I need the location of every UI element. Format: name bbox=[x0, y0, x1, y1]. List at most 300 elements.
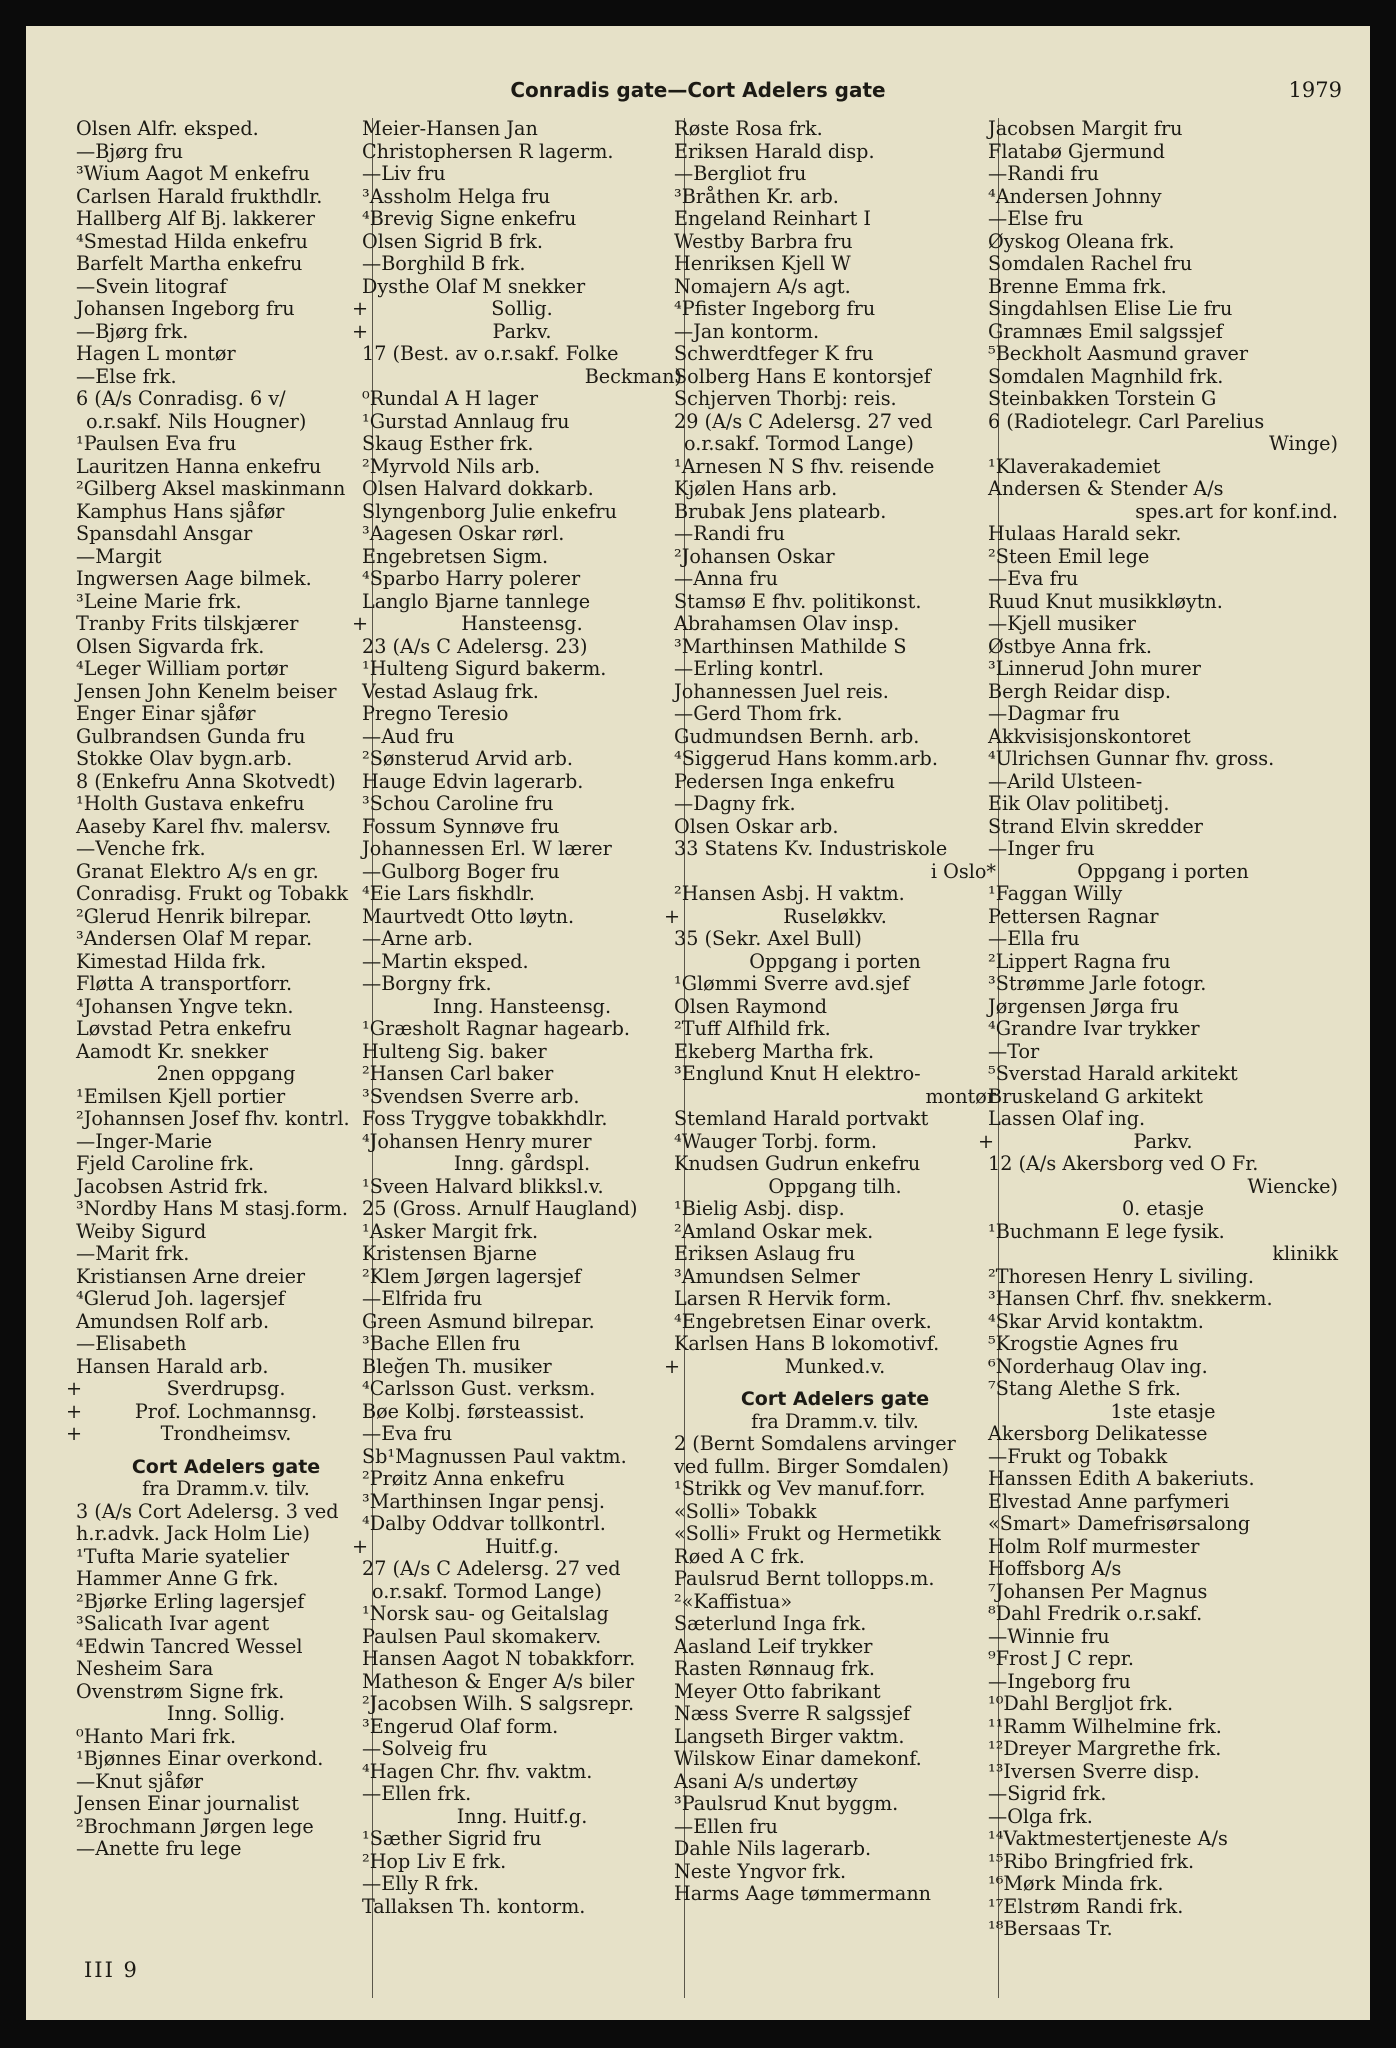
directory-entry: Aamodt Kr. snekker bbox=[76, 1039, 269, 1063]
directory-entry: ⁴Eie Lars fiskhdlr. bbox=[362, 882, 535, 905]
directory-entry: ¹⁰Dahl Bergljot frk. bbox=[988, 1692, 1174, 1715]
directory-entry: ¹³Iversen Sverre disp. bbox=[988, 1759, 1200, 1783]
directory-entry: Neste Yngvor frk. bbox=[674, 1859, 847, 1883]
directory-entry: ³Wium Aagot M enkefru bbox=[76, 162, 310, 185]
directory-entry: Pregno Teresio bbox=[362, 702, 509, 725]
directory-entry: Beckman) bbox=[584, 364, 682, 388]
directory-entry: Kamphus Hans sjåfør bbox=[76, 499, 285, 523]
directory-entry: Oppgang tilh. bbox=[768, 1174, 902, 1198]
directory-entry: + Ruseløkkv. bbox=[664, 904, 887, 928]
directory-entry: Hagen L montør bbox=[76, 342, 236, 365]
directory-entry: Jensen Einar journalist bbox=[76, 1792, 299, 1815]
directory-entry: Singdahlsen Elise Lie fru bbox=[988, 297, 1233, 320]
directory-entry: Nesheim Sara bbox=[76, 1657, 214, 1680]
directory-entry: ¹Bielig Asbj. disp. bbox=[674, 1197, 845, 1220]
directory-entry: Olsen Sigvarda frk. bbox=[76, 634, 265, 658]
directory-entry: —Inger-Marie bbox=[76, 1129, 213, 1153]
directory-entry: Engeland Reinhart I bbox=[674, 207, 871, 230]
directory-entry: Inng. Sollig. bbox=[166, 1702, 286, 1725]
directory-entry: Meyer Otto fabrikant bbox=[674, 1679, 881, 1703]
directory-entry: ³Svendsen Sverre arb. bbox=[362, 1084, 580, 1108]
directory-entry: montør bbox=[925, 1084, 996, 1108]
directory-entry: —Ingeborg fru bbox=[988, 1669, 1131, 1693]
directory-entry: Jørgensen Jørga fru bbox=[988, 994, 1179, 1018]
directory-entry: —Inger fru bbox=[988, 837, 1095, 860]
directory-entry: 2nen oppgang bbox=[156, 1062, 296, 1085]
directory-entry: —Else frk. bbox=[76, 364, 177, 388]
directory-entry: Stemland Harald portvakt bbox=[674, 1107, 929, 1130]
directory-entry: Fjeld Caroline frk. bbox=[76, 1152, 255, 1175]
directory-entry: Stamsø E fhv. politikonst. bbox=[674, 589, 922, 613]
directory-entry: —Bjørg frk. bbox=[76, 319, 189, 343]
directory-entry: Enger Einar sjåfør bbox=[76, 702, 256, 725]
directory-entry: ⁴Smestad Hilda enkefru bbox=[76, 229, 308, 253]
directory-entry: ²Johannsen Josef fhv. kontrl. bbox=[76, 1107, 350, 1130]
directory-entry: Cort Adelers gate bbox=[740, 1388, 930, 1410]
directory-entry: ²Amland Oskar mek. bbox=[674, 1219, 874, 1243]
directory-entry: 33 Statens Kv. Industriskole bbox=[674, 837, 948, 860]
directory-entry: —Elisabeth bbox=[76, 1332, 187, 1355]
directory-entry: Jensen John Kenelm beiser bbox=[76, 679, 337, 703]
column-3 bbox=[664, 117, 996, 1906]
directory-entry: ⁴Dalby Oddvar tollkontrl. bbox=[362, 1512, 606, 1535]
directory-page bbox=[26, 26, 1370, 2020]
directory-entry: ⁸Dahl Fredrik o.r.sakf. bbox=[988, 1602, 1203, 1625]
directory-entry: ¹Asker Margit frk. bbox=[362, 1219, 539, 1243]
cross-street-label: Hansteensg. bbox=[461, 612, 583, 635]
directory-entry: 6 (Radiotelegr. Carl Parelius bbox=[988, 409, 1265, 433]
directory-entry: ³Marthinsen Mathilde S bbox=[674, 634, 907, 658]
directory-entry: ¹Emilsen Kjell portier bbox=[76, 1084, 286, 1108]
directory-entry: —Ella fru bbox=[988, 927, 1080, 950]
directory-entry: o.r.sakf. Nils Hougner) bbox=[86, 409, 307, 433]
directory-entry: Granat Elektro A/s en gr. bbox=[76, 859, 319, 883]
directory-entry: —Kjell musiker bbox=[988, 612, 1136, 635]
directory-entry: Tranby Frits tilskjærer bbox=[76, 612, 299, 635]
directory-entry: Eik Olav politibetj. bbox=[988, 792, 1170, 815]
directory-entry: ¹Græsholt Ragnar hagearb. bbox=[362, 1017, 631, 1040]
directory-entry: Inng. Huitf.g. bbox=[456, 1804, 588, 1828]
cross-street-label: Parkv. bbox=[492, 319, 552, 343]
directory-entry: Eriksen Aslaug fru bbox=[674, 1242, 856, 1265]
directory-entry: —Arild Ulsteen- bbox=[988, 769, 1143, 793]
directory-entry: ³Bache Ellen fru bbox=[362, 1332, 521, 1355]
directory-entry: ¹²Dreyer Margrethe frk. bbox=[988, 1737, 1222, 1760]
directory-entry: ²Johansen Oskar bbox=[674, 544, 835, 568]
directory-entry: + Prof. Lochmannsg. bbox=[66, 1399, 318, 1423]
directory-entry: ¹Paulsen Eva fru bbox=[76, 432, 237, 455]
directory-entry: ³Amundsen Selmer bbox=[674, 1264, 860, 1288]
directory-entry: —Erling kontrl. bbox=[674, 657, 825, 680]
directory-entry: Brubak Jens platearb. bbox=[674, 499, 887, 523]
directory-entry: Næss Sverre R salgssjef bbox=[674, 1702, 911, 1725]
directory-entry: + Sollig. bbox=[352, 297, 553, 320]
directory-entry: —Jan kontorm. bbox=[674, 319, 820, 343]
directory-entry: 1ste etasje bbox=[1110, 1399, 1216, 1423]
directory-entry: ²Thoresen Henry L siviling. bbox=[988, 1264, 1254, 1288]
directory-entry: Ingwersen Aage bilmek. bbox=[76, 567, 312, 590]
directory-entry: Inng. Hansteensg. bbox=[432, 994, 612, 1018]
cross-street-label: Prof. Lochmannsg. bbox=[134, 1399, 318, 1423]
directory-entry: Olsen Oskar arb. bbox=[674, 814, 839, 838]
directory-entry: + Munked.v. bbox=[664, 1354, 886, 1378]
directory-entry: Solberg Hans E kontorsjef bbox=[674, 364, 931, 388]
directory-entry: Lassen Olaf ing. bbox=[988, 1107, 1146, 1130]
directory-entry: ⁰Hanto Mari frk. bbox=[76, 1724, 237, 1748]
directory-entry: 0. etasje bbox=[1121, 1197, 1205, 1220]
directory-entry: —Anette fru lege bbox=[76, 1837, 242, 1860]
directory-entry: Hauge Edvin lagerarb. bbox=[362, 769, 584, 793]
directory-entry: Schjerven Thorbj: reis. bbox=[674, 387, 897, 410]
directory-entry: ³Strømme Jarle fotogr. bbox=[988, 972, 1207, 995]
directory-entry: —Margit bbox=[76, 544, 162, 568]
directory-entry: ²«Kaffistua» bbox=[674, 1589, 793, 1613]
directory-entry: Paulsen Paul skomakerv. bbox=[362, 1624, 602, 1648]
directory-entry: spes.art for konf.ind. bbox=[1135, 499, 1338, 523]
directory-entry: ²Brochmann Jørgen lege bbox=[76, 1814, 314, 1838]
directory-entry: ⁴Edwin Tancred Wessel bbox=[76, 1634, 303, 1658]
directory-entry: ¹Norsk sau- og Geitalslag bbox=[362, 1602, 609, 1625]
directory-entry: Rasten Rønnaug frk. bbox=[674, 1657, 875, 1680]
directory-entry: + Sverdrupsg. bbox=[66, 1377, 286, 1400]
directory-entry: ²Steen Emil lege bbox=[988, 544, 1150, 568]
directory-entry: ⁴Hagen Chr. fhv. vaktm. bbox=[362, 1759, 593, 1783]
cross-street-label: Munked.v. bbox=[784, 1354, 886, 1378]
directory-entry: 6 (A/s Conradisg. 6 v/ bbox=[76, 387, 286, 410]
directory-entry: Pedersen Inga enkefru bbox=[674, 769, 895, 793]
cross-street-label: Sverdrupsg. bbox=[166, 1377, 286, 1400]
directory-entry: Knudsen Gudrun enkefru bbox=[674, 1152, 921, 1175]
directory-entry: + Huitf.g. bbox=[352, 1534, 559, 1558]
column-4 bbox=[978, 117, 1338, 1941]
column-1 bbox=[66, 117, 376, 1861]
directory-entry: 17 (Best. av o.r.sakf. Folke bbox=[362, 342, 619, 365]
directory-entry: klinikk bbox=[1272, 1242, 1338, 1265]
directory-entry: Oppgang i porten bbox=[1077, 859, 1249, 883]
directory-entry: Aaseby Karel fhv. malersv. bbox=[76, 814, 332, 838]
directory-entry: —Gulborg Boger fru bbox=[362, 859, 560, 883]
directory-entry: —Bjørg fru bbox=[76, 139, 183, 163]
directory-entry: Tallaksen Th. kontorm. bbox=[362, 1894, 586, 1918]
directory-entry: ³Linnerud John murer bbox=[988, 657, 1201, 680]
directory-entry: ⁴Glerud Joh. lagersjef bbox=[76, 1287, 285, 1310]
directory-entry: ¹Strikk og Vev manuf.forr. bbox=[674, 1477, 926, 1500]
directory-entry: —Eva fru bbox=[988, 567, 1079, 590]
directory-entry: Røste Rosa frk. bbox=[674, 117, 823, 140]
directory-entry: Oppgang i porten bbox=[749, 949, 921, 973]
directory-entry: Dahle Nils lagerarb. bbox=[674, 1837, 872, 1860]
directory-entry: ³Hansen Chrf. fhv. snekkerm. bbox=[988, 1287, 1273, 1310]
directory-entry: Sæterlund Inga frk. bbox=[674, 1612, 867, 1635]
directory-entry: Brenne Emma frk. bbox=[988, 274, 1167, 298]
directory-entry: Gudmundsen Bernh. arb. bbox=[674, 724, 920, 748]
directory-entry: Schwerdtfeger K fru bbox=[674, 342, 874, 365]
directory-entry: —Elfrida fru bbox=[362, 1287, 483, 1310]
page-number: 1979 bbox=[1288, 78, 1342, 102]
directory-entry: Hulaas Harald sekr. bbox=[988, 522, 1182, 545]
directory-entry: Inng. gårdspl. bbox=[453, 1152, 591, 1175]
directory-entry: ⁴Wauger Torbj. form. bbox=[674, 1129, 878, 1153]
directory-entry: —Svein litograf bbox=[76, 274, 227, 298]
directory-entry: —Randi fru bbox=[674, 522, 786, 545]
directory-entry: Gulbrandsen Gunda fru bbox=[76, 724, 306, 748]
directory-entry: —Gerd Thom frk. bbox=[674, 702, 843, 725]
directory-entry: ³Paulsrud Knut byggm. bbox=[674, 1792, 899, 1815]
directory-entry: —Liv fru bbox=[362, 162, 446, 185]
directory-entry: Paulsrud Bernt tollopps.m. bbox=[674, 1567, 935, 1590]
directory-entry: Fløtta A transportforr. bbox=[76, 972, 293, 995]
directory-entry: ¹Klaverakademiet bbox=[988, 454, 1161, 478]
directory-entry: Hansen Aagot N tobakkforr. bbox=[362, 1647, 636, 1670]
directory-entry: ²Bjørke Erling lagersjef bbox=[76, 1589, 305, 1613]
directory-entry: ²Myrvold Nils arb. bbox=[362, 454, 541, 478]
directory-entry: 8 (Enkefru Anna Skotvedt) bbox=[76, 769, 336, 793]
directory-entry: Nomajern A/s agt. bbox=[674, 274, 851, 298]
directory-entry: —Else fru bbox=[988, 207, 1084, 230]
directory-entry: ²Gilberg Aksel maskinmann bbox=[76, 477, 346, 500]
cross-street-label: Ruseløkkv. bbox=[783, 904, 887, 928]
directory-entry: 25 (Gross. Arnulf Haugland) bbox=[362, 1197, 638, 1220]
directory-entry: —Arne arb. bbox=[362, 927, 474, 950]
directory-entry: + Parkv. bbox=[352, 319, 552, 343]
directory-entry: h.r.advk. Jack Holm Lie) bbox=[76, 1522, 311, 1545]
directory-entry: Barfelt Martha enkefru bbox=[76, 252, 303, 275]
directory-entry: Conradisg. Frukt og Tobakk bbox=[76, 882, 348, 905]
directory-entry: ¹¹Ramm Wilhelmine frk. bbox=[988, 1714, 1222, 1738]
directory-entry: Carlsen Harald frukthdlr. bbox=[76, 184, 323, 208]
directory-entry: ²Hansen Carl baker bbox=[362, 1062, 554, 1085]
directory-entry: ²Prøitz Anna enkefru bbox=[362, 1467, 565, 1490]
directory-entry: Olsen Sigrid B frk. bbox=[362, 229, 543, 253]
directory-entry: Skaug Esther frk. bbox=[362, 432, 534, 455]
directory-entry: Steinbakken Torstein G bbox=[988, 387, 1217, 410]
directory-entry: Kimestad Hilda frk. bbox=[76, 949, 267, 973]
directory-entry: 2 (Bernt Somdalens arvinger bbox=[674, 1432, 956, 1455]
directory-entry: Hanssen Edith A bakeriuts. bbox=[988, 1467, 1255, 1490]
directory-entry: ²Tuff Alfhild frk. bbox=[674, 1017, 831, 1040]
directory-entry: Wilskow Einar damekonf. bbox=[674, 1747, 922, 1770]
directory-entry: Abrahamsen Olav insp. bbox=[674, 612, 900, 635]
directory-entry: Aasland Leif trykker bbox=[674, 1634, 873, 1658]
directory-entry: ¹⁸Bersaas Tr. bbox=[988, 1917, 1113, 1940]
directory-entry: ³Nordby Hans M stasj.form. bbox=[76, 1197, 348, 1220]
directory-entry: Hoffsborg A/s bbox=[988, 1557, 1122, 1580]
directory-entry: ¹Glømmi Sverre avd.sjef bbox=[674, 972, 910, 995]
directory-entry: ²Glerud Henrik bilrepar. bbox=[76, 904, 312, 928]
directory-entry: Akersborg Delikatesse bbox=[988, 1422, 1208, 1445]
directory-entry: Westby Barbra fru bbox=[674, 229, 853, 253]
directory-entry: Weiby Sigurd bbox=[76, 1219, 207, 1243]
directory-entry: Bleğen Th. musiker bbox=[362, 1354, 552, 1378]
directory-entry: —Tor bbox=[988, 1039, 1040, 1063]
directory-entry: Ekeberg Martha frk. bbox=[674, 1039, 875, 1063]
directory-entry: Bøe Kolbj. førsteassist. bbox=[362, 1399, 585, 1423]
directory-entry: Olsen Halvard dokkarb. bbox=[362, 477, 594, 500]
directory-entry: ⁴Siggerud Hans komm.arb. bbox=[674, 747, 938, 770]
directory-entry: «Solli» Frukt og Hermetikk bbox=[674, 1522, 941, 1545]
directory-entry: Gramnæs Emil salgssjef bbox=[988, 319, 1223, 343]
directory-entry: o.r.sakf. Tormod Lange) bbox=[372, 1579, 602, 1603]
directory-entry: 35 (Sekr. Axel Bull) bbox=[674, 927, 862, 950]
directory-entry: ²Sønsterud Arvid arb. bbox=[362, 747, 573, 770]
directory-entry: ¹⁶Mørk Minda frk. bbox=[988, 1872, 1164, 1895]
directory-entry: —Eva fru bbox=[362, 1422, 453, 1445]
directory-entry: Matheson & Enger A/s biler bbox=[362, 1669, 635, 1693]
directory-entry: Hulteng Sig. baker bbox=[362, 1039, 547, 1063]
column-2 bbox=[352, 117, 682, 1918]
directory-entry: i Oslo* bbox=[930, 859, 996, 883]
directory-entry: Bergh Reidar disp. bbox=[988, 679, 1171, 703]
page-footer: III 9 bbox=[84, 1958, 139, 1982]
directory-entry: ³Salicath Ivar agent bbox=[76, 1612, 270, 1635]
directory-entry: Kristiansen Arne dreier bbox=[76, 1264, 306, 1288]
directory-entry: ¹Sæther Sigrid fru bbox=[362, 1827, 542, 1850]
directory-entry: —Marit frk. bbox=[76, 1242, 190, 1265]
directory-entry: ⁵Beckholt Aasmund graver bbox=[988, 342, 1249, 365]
directory-entry: Elvestad Anne parfymeri bbox=[988, 1489, 1230, 1513]
directory-entry: Stokke Olav bygn.arb. bbox=[76, 747, 293, 770]
directory-entry: Ovenstrøm Signe frk. bbox=[76, 1679, 285, 1703]
directory-entry: ⁴Grandre Ivar trykker bbox=[988, 1017, 1200, 1040]
directory-entry: ¹Hulteng Sigurd bakerm. bbox=[362, 657, 607, 680]
directory-entry: —Borghild B frk. bbox=[362, 252, 526, 275]
directory-entry: ³Englund Knut H elektro- bbox=[674, 1062, 921, 1085]
directory-entry: ²Lippert Ragna fru bbox=[988, 949, 1171, 973]
directory-entry: ⁷Stang Alethe S frk. bbox=[988, 1377, 1181, 1400]
directory-entry: ³Leine Marie frk. bbox=[76, 589, 242, 613]
directory-entry: —Dagmar fru bbox=[988, 702, 1120, 725]
directory-entry: ²Jacobsen Wilh. S salgsrepr. bbox=[362, 1692, 635, 1715]
directory-entry: Olsen Raymond bbox=[674, 994, 828, 1018]
directory-entry: Røed A C frk. bbox=[674, 1544, 805, 1568]
directory-entry: Strand Elvin skredder bbox=[988, 814, 1203, 838]
directory-entry: ⁷Johansen Per Magnus bbox=[988, 1579, 1208, 1603]
directory-entry: ⁵Krogstie Agnes fru bbox=[988, 1332, 1179, 1355]
directory-entry: Ruud Knut musikkløytn. bbox=[988, 589, 1223, 613]
directory-entry: —Solveig fru bbox=[362, 1737, 488, 1760]
cross-street-label: Huitf.g. bbox=[485, 1534, 559, 1558]
directory-entry: + Hansteensg. bbox=[352, 612, 583, 635]
directory-entry: Green Asmund bilrepar. bbox=[362, 1309, 595, 1333]
directory-entry: Hallberg Alf Bj. lakkerer bbox=[76, 207, 315, 230]
directory-entry: Langlo Bjarne tannlege bbox=[362, 589, 591, 613]
directory-entry: Foss Tryggve tobakkhdlr. bbox=[362, 1107, 608, 1130]
directory-entry: ¹Sveen Halvard blikksl.v. bbox=[362, 1174, 604, 1198]
directory-entry: + Parkv. bbox=[978, 1129, 1193, 1153]
directory-entry: ¹Faggan Willy bbox=[988, 882, 1123, 905]
directory-entry: ⁰Rundal A H lager bbox=[362, 387, 538, 410]
directory-entry: Holm Rolf murmester bbox=[988, 1534, 1200, 1558]
directory-entry: Lauritzen Hanna enkefru bbox=[76, 454, 322, 478]
directory-entry: ¹Arnesen N S fhv. reisende bbox=[674, 454, 935, 478]
directory-entry: Flatabø Gjermund bbox=[988, 139, 1165, 163]
directory-entry: ³Bråthen Kr. arb. bbox=[674, 184, 839, 208]
directory-entry: —Aud fru bbox=[362, 724, 455, 748]
directory-entry: ⁴Sparbo Harry polerer bbox=[362, 567, 581, 590]
directory-entry: Maurtvedt Otto løytn. bbox=[362, 904, 575, 928]
directory-entry: —Martin eksped. bbox=[362, 949, 529, 973]
directory-entry: —Knut sjåfør bbox=[76, 1769, 204, 1793]
directory-entry: —Winnie fru bbox=[988, 1624, 1110, 1648]
directory-entry: Cort Adelers gate bbox=[131, 1455, 321, 1478]
directory-entry: Olsen Alfr. eksped. bbox=[76, 117, 259, 140]
directory-entry: Pettersen Ragnar bbox=[988, 904, 1159, 928]
directory-entry: ²Hansen Asbj. H vaktm. bbox=[674, 882, 905, 905]
directory-entry: 23 (A/s C Adelersg. 23) bbox=[362, 634, 588, 658]
directory-entry: ⁴Pfister Ingeborg fru bbox=[674, 297, 876, 320]
directory-entry: ¹Gurstad Annlaug fru bbox=[362, 409, 570, 433]
directory-entry: ²Hop Liv E frk. bbox=[362, 1849, 507, 1873]
directory-entry: fra Dramm.v. tilv. bbox=[142, 1477, 310, 1500]
directory-entry: Kjølen Hans arb. bbox=[674, 477, 838, 500]
directory-entry: ²Klem Jørgen lagersjef bbox=[362, 1264, 581, 1288]
directory-entry: —Borgny frk. bbox=[362, 972, 492, 995]
directory-entry: ³Marthinsen Ingar pensj. bbox=[362, 1489, 605, 1513]
directory-entry: Løvstad Petra enkefru bbox=[76, 1017, 292, 1040]
directory-entry: Engebretsen Sigm. bbox=[362, 544, 549, 568]
directory-entry: Hansen Harald arb. bbox=[76, 1354, 269, 1378]
directory-entry: Johannessen Erl. W lærer bbox=[362, 837, 612, 860]
directory-entry: ved fullm. Birger Somdalen) bbox=[674, 1454, 949, 1478]
directory-entry: ⁴Leger William portør bbox=[76, 657, 288, 680]
directory-entry: Johansen Ingeborg fru bbox=[76, 297, 295, 320]
directory-entry: Winge) bbox=[1268, 432, 1338, 455]
directory-entry: ¹⁷Elstrøm Randi frk. bbox=[988, 1894, 1184, 1918]
directory-entry: Bruskeland G arkitekt bbox=[988, 1084, 1203, 1108]
directory-entry: ³Aagesen Oskar rørl. bbox=[362, 522, 565, 545]
directory-entry: Eriksen Harald disp. bbox=[674, 139, 875, 163]
directory-entry: Fossum Synnøve fru bbox=[362, 814, 560, 838]
directory-entry: ⁴Johansen Henry murer bbox=[362, 1129, 592, 1153]
directory-entry: —Dagny frk. bbox=[674, 792, 796, 815]
directory-entry: Hammer Anne G frk. bbox=[76, 1567, 279, 1590]
directory-entry: Vestad Aslaug frk. bbox=[362, 679, 539, 703]
directory-entry: ⁴Brevig Signe enkefru bbox=[362, 207, 577, 230]
directory-entry: Larsen R Hervik form. bbox=[674, 1287, 892, 1310]
directory-entry: —Anna fru bbox=[674, 567, 778, 590]
directory-entry: 12 (A/s Akersborg ved O Fr. bbox=[988, 1152, 1259, 1175]
directory-entry: —Olga frk. bbox=[988, 1804, 1093, 1828]
directory-entry: —Randi fru bbox=[988, 162, 1100, 185]
directory-entry: Sb¹Magnussen Paul vaktm. bbox=[362, 1444, 627, 1468]
directory-entry: + Trondheimsv. bbox=[66, 1422, 292, 1445]
directory-entry: Meier-Hansen Jan bbox=[362, 117, 538, 140]
directory-entry: —Frukt og Tobakk bbox=[988, 1444, 1168, 1468]
directory-entry: Akkvisisjonskontoret bbox=[988, 724, 1191, 748]
directory-entry: —Sigrid frk. bbox=[988, 1782, 1107, 1805]
directory-entry: Wiencke) bbox=[1247, 1174, 1338, 1198]
page-header: Conradis gate—Cort Adelers gate bbox=[510, 78, 886, 102]
directory-entry: ⁵Sverstad Harald arkitekt bbox=[988, 1062, 1238, 1085]
directory-entry: ¹Holth Gustava enkefru bbox=[76, 792, 305, 815]
directory-entry: —Venche frk. bbox=[76, 837, 206, 860]
directory-entry: Asani A/s undertøy bbox=[674, 1769, 858, 1793]
cross-street-label: Parkv. bbox=[1133, 1129, 1193, 1153]
directory-entry: ⁴Skar Arvid kontaktm. bbox=[988, 1309, 1204, 1333]
directory-entry: Spansdahl Ansgar bbox=[76, 522, 253, 545]
directory-entry: ⁴Andersen Johnny bbox=[988, 184, 1162, 208]
directory-entry: —Ellen frk. bbox=[362, 1782, 472, 1805]
directory-entry: Jacobsen Margit fru bbox=[988, 117, 1183, 140]
directory-entry: —Ellen fru bbox=[674, 1814, 778, 1838]
directory-entry: Andersen & Stender A/s bbox=[988, 477, 1224, 500]
directory-entry: ¹⁵Ribo Bringfried frk. bbox=[988, 1849, 1195, 1873]
directory-entry: «Solli» Tobakk bbox=[674, 1499, 817, 1523]
directory-entry: Kristensen Bjarne bbox=[362, 1242, 537, 1265]
directory-entry: Øyskog Oleana frk. bbox=[988, 229, 1175, 253]
directory-entry: Johannessen Juel reis. bbox=[674, 679, 889, 703]
directory-entry: Karlsen Hans B lokomotivf. bbox=[674, 1332, 940, 1355]
